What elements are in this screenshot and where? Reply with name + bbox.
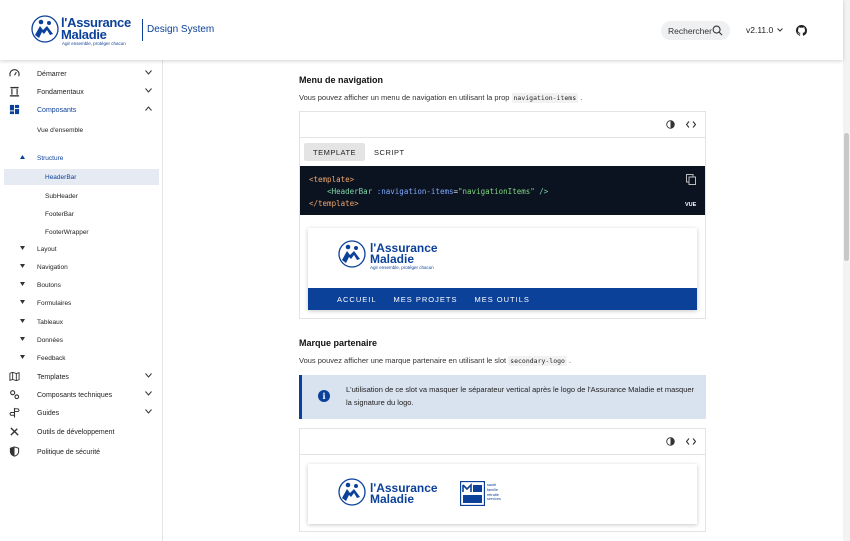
- logo-line1: l'Assurance: [370, 481, 438, 495]
- sidebar-item-tableaux[interactable]: [0, 314, 163, 330]
- sidebar-item-formulaires[interactable]: [0, 295, 163, 311]
- sidebar-item-politique-securite[interactable]: [0, 444, 163, 460]
- code-token: />: [534, 187, 549, 196]
- text: .: [566, 356, 572, 365]
- code-icon[interactable]: [686, 438, 696, 445]
- sidebar-item-demarrer[interactable]: [0, 66, 163, 82]
- sidebar-item-guides[interactable]: [0, 405, 163, 421]
- sidebar-item-composants[interactable]: [0, 102, 163, 118]
- section-text-navigation: [299, 93, 582, 102]
- chevron-up-icon: [145, 106, 152, 111]
- logo-tagline: Agir ensemble, protéger chacun: [370, 265, 434, 270]
- logo-line2: Maladie: [370, 492, 415, 506]
- sidebar-item-headerbar[interactable]: [4, 169, 159, 185]
- sidebar-item-templates[interactable]: [0, 369, 163, 385]
- logo-line2: Maladie: [370, 252, 415, 266]
- nav-link-mes-projets[interactable]: MES PROJETS: [393, 294, 458, 304]
- card-toolbar: [300, 112, 705, 138]
- logo-tagline: Agir ensemble, protéger chacun: [62, 41, 126, 46]
- sidebar-item-label: Composants techniques: [37, 391, 113, 399]
- code-token: <HeaderBar: [327, 187, 373, 196]
- logo-divider: [142, 19, 143, 41]
- map-icon: [9, 371, 20, 382]
- nav-link-mes-outils[interactable]: MES OUTILS: [474, 294, 530, 304]
- code-icon[interactable]: [686, 121, 696, 128]
- sidebar-item-feedback[interactable]: [0, 350, 163, 366]
- tools-icon: [9, 426, 20, 437]
- info-icon: i: [318, 390, 330, 402]
- inline-code: navigation-items: [513, 94, 577, 102]
- text: Vous pouvez afficher un menu de navigation en utilisant la prop: [299, 93, 512, 102]
- sidebar-item-label: Composants: [37, 106, 77, 114]
- sidebar-item-label: Formulaires: [37, 299, 72, 307]
- code-line: [309, 199, 359, 208]
- partner-logo-text: [487, 483, 501, 502]
- sidebar-item-donnees[interactable]: [0, 332, 163, 348]
- sidebar-item-structure[interactable]: [0, 150, 163, 166]
- sidebar-item-layout[interactable]: [0, 241, 163, 257]
- tab-template[interactable]: TEMPLATE: [304, 143, 365, 161]
- partner-logo-line: santé: [487, 483, 497, 487]
- partner-preview: [308, 464, 697, 524]
- chevron-down-icon: [145, 373, 152, 378]
- sidebar-item-label: SubHeader: [45, 192, 78, 200]
- section-title-navigation: Menu de navigation: [299, 75, 384, 85]
- sidebar-item-label: Outils de développement: [37, 428, 115, 436]
- code-tabs: [304, 143, 414, 161]
- product-name: Design System: [147, 24, 215, 35]
- chevron-down-icon: [145, 409, 152, 414]
- example-card-partner: [299, 428, 706, 532]
- sidebar-item-footerbar[interactable]: [0, 206, 163, 222]
- sidebar-item-label: Politique de sécurité: [37, 448, 101, 456]
- sidebar-item-label: Layout: [37, 245, 57, 253]
- sidebar-item-vue-ensemble[interactable]: [0, 122, 163, 138]
- sidebar-item-label: Templates: [37, 373, 69, 381]
- partner-logo-line: famille: [487, 487, 498, 492]
- section-text-partner: [299, 356, 571, 365]
- columns-icon: [9, 86, 20, 97]
- scrollbar-thumb[interactable]: [844, 133, 849, 261]
- version-label: v2.11.0: [746, 25, 774, 35]
- text: .: [578, 93, 583, 102]
- logo-line1: l'Assurance: [61, 15, 131, 30]
- code-line: [309, 187, 548, 196]
- main-content: [163, 60, 843, 541]
- chevron-down-icon: [145, 88, 152, 93]
- code-token: <template>: [309, 175, 355, 184]
- sidebar-item-fondamentaux[interactable]: [0, 84, 163, 100]
- caret-down-icon: [20, 264, 25, 268]
- sidebar-item-label: FooterBar: [45, 210, 74, 218]
- card-toolbar: [300, 429, 705, 455]
- people-icon: [337, 477, 367, 507]
- chevron-down-icon: [777, 28, 783, 32]
- github-icon[interactable]: [796, 25, 807, 36]
- partner-logo: [460, 481, 485, 506]
- scrollbar[interactable]: [843, 0, 850, 541]
- sidebar-item-outils-developpement[interactable]: [0, 424, 163, 440]
- sidebar-item-label: Feedback: [37, 354, 66, 362]
- nav-link-accueil[interactable]: ACCUEIL: [337, 294, 377, 304]
- sidebar-item-label: Fondamentaux: [37, 88, 84, 96]
- code-token: [309, 187, 327, 196]
- sidebar-item-label: Guides: [37, 409, 60, 417]
- caret-down-icon: [20, 300, 25, 304]
- header-bar: [0, 0, 843, 60]
- tab-script[interactable]: SCRIPT: [374, 147, 405, 157]
- sidebar-item-composants-techniques[interactable]: [0, 387, 163, 403]
- caret-down-icon: [20, 246, 25, 250]
- inline-code: secondary-logo: [510, 357, 565, 365]
- text: Vous pouvez afficher une marque partenaire en utilisant le slot: [299, 356, 509, 365]
- people-icon: [337, 239, 367, 269]
- gears-icon: [9, 389, 20, 400]
- logo-line1: l'Assurance: [370, 241, 438, 255]
- partner-logo-line: services: [487, 497, 501, 502]
- dashboard-icon: [9, 104, 20, 115]
- sidebar-item-label: Données: [37, 336, 64, 344]
- caret-up-icon: [20, 155, 25, 159]
- example-card-navigation: [299, 111, 706, 319]
- caret-down-icon: [20, 282, 25, 286]
- section-title-partner: Marque partenaire: [299, 338, 378, 348]
- sidebar-item-label: Tableaux: [37, 318, 64, 326]
- sidebar-item-label: Boutons: [37, 281, 61, 289]
- alert-text: L'utilisation de ce slot va masquer le séparateur vertical après le logo de l'Assurance Maladie et masquer la signature du logo.: [346, 385, 695, 407]
- shield-icon: [9, 446, 20, 457]
- people-icon: [30, 14, 60, 44]
- speedometer-icon: [9, 68, 20, 79]
- copy-icon[interactable]: [686, 174, 696, 185]
- logo-line2: Maladie: [61, 27, 107, 42]
- sidebar-item-label: Vue d'ensemble: [37, 126, 84, 134]
- code-token: =: [453, 187, 459, 196]
- sidebar-item-subheader[interactable]: [0, 188, 163, 204]
- search-icon: [712, 25, 723, 36]
- sidebar-item-label: Navigation: [37, 263, 68, 271]
- chevron-down-icon: [145, 70, 152, 75]
- sidebar-item-label: Structure: [37, 154, 64, 162]
- signpost-icon: [9, 407, 20, 418]
- caret-down-icon: [20, 355, 25, 359]
- version-selector[interactable]: [746, 25, 783, 35]
- sidebar-item-label: FooterWrapper: [45, 228, 89, 236]
- sidebar-item-boutons[interactable]: [0, 277, 163, 293]
- search-button[interactable]: [661, 21, 730, 40]
- headerbar-preview: [308, 228, 697, 310]
- code-token: "navigationItems": [458, 187, 535, 196]
- caret-down-icon: [20, 319, 25, 323]
- sidebar-item-label: HeaderBar: [45, 173, 77, 181]
- sidebar-item-footerwrapper[interactable]: [0, 224, 163, 240]
- code-token: :navigation-items: [372, 187, 454, 196]
- sidebar-item-label: Démarrer: [37, 70, 67, 78]
- navigation-bar: [308, 288, 697, 310]
- language-label: VUE: [685, 202, 697, 208]
- sidebar-item-navigation[interactable]: [0, 259, 163, 275]
- code-block: [300, 166, 705, 215]
- code-token: </template>: [309, 199, 359, 208]
- chevron-down-icon: [145, 391, 152, 396]
- code-line: [309, 175, 354, 184]
- contrast-icon[interactable]: [666, 120, 675, 129]
- search-label: Rechercher: [668, 25, 712, 36]
- sidebar: [0, 60, 163, 541]
- partner-logo-line: retraite: [487, 492, 499, 497]
- assurance-maladie-logo[interactable]: [30, 12, 130, 48]
- caret-down-icon: [20, 337, 25, 341]
- contrast-icon[interactable]: [666, 437, 675, 446]
- info-alert: [299, 375, 706, 419]
